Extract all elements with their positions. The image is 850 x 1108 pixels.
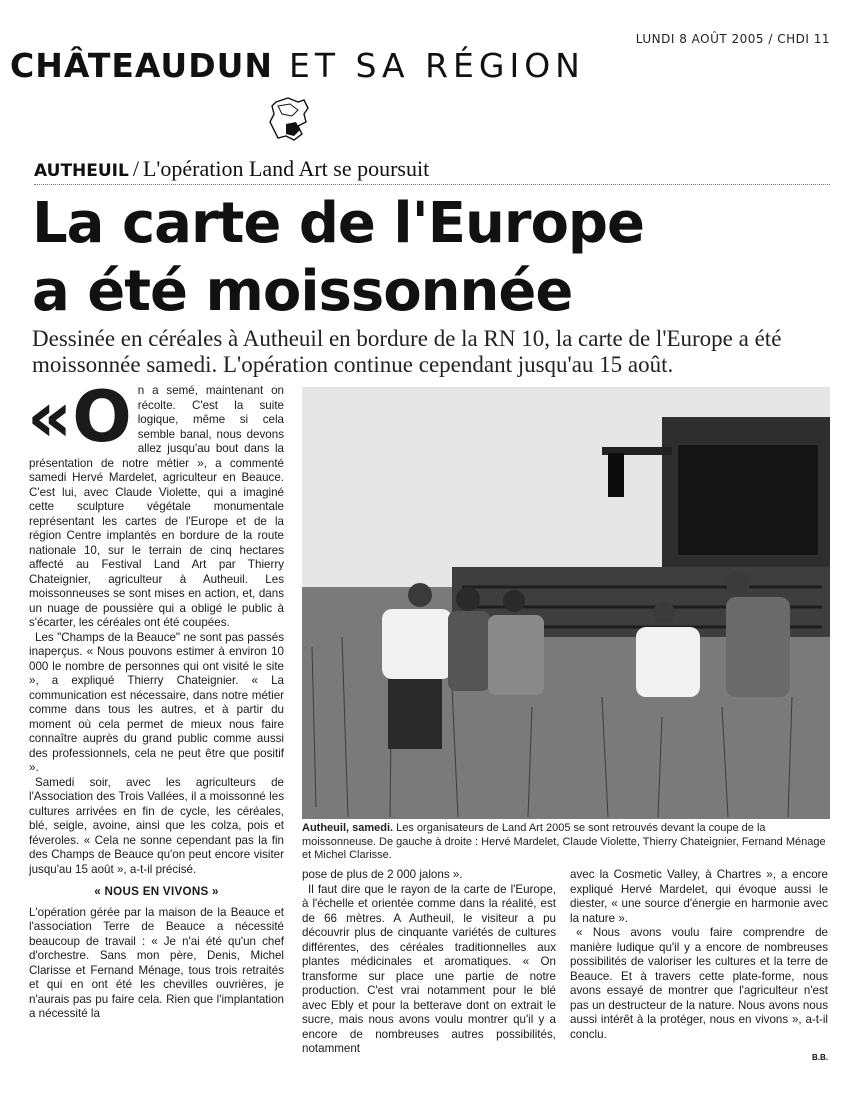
paragraph-6: Il faut dire que le rayon de la carte de l'Europe, à l'échelle et orientée comme dans la réalité, est de 66 mètres. A Autheuil, le visiteur a pu découvrir plus de cinquante variétés de cultures différentes, des céréales traditionnelles aux plantes médicinales et aromatiques. « On transforme sur place une partie de notre production. C'est vrai notamment pour le blé avec Ebly et pour la betterave dont on extrait le sucre, mais nous avons voulu montrer qu'il y a encore de nombreuses autres possibilités, notamment xyxy=(302,882,556,1055)
region-map-icon xyxy=(268,96,312,142)
headline xyxy=(32,190,832,326)
dateline: LUNDI 8 AOÛT 2005 / CHDI 11 xyxy=(635,32,830,46)
kicker-place: AUTHEUIL xyxy=(34,161,129,181)
paragraph-1-text: n a semé, maintenant on récolte. C'est la suite logique, même si cela semble banal, nous devons allez jusqu'au bout dans la présentation de notre métier », a commenté samedi Hervé Mardelet, agriculteur en Beauce. C'est lui, avec Claude Violette, qui a imaginé cette sculpture végétale monumentale représentant les cartes de l'Europe et de la région Centre implantés en bordure de la route nationale 10, sur le terrain de cinq hectares affecté au Festival Land Art par Thierry Chateignier, agriculteur à Autheuil. Les moissonneuses se sont mises en action, et, dans un nuage de poussière qui a obligé le public à s'écarter, les céréales ont été coupées. xyxy=(29,384,284,629)
paragraph-5: pose de plus de 2 000 jalons ». xyxy=(302,868,463,881)
paragraph-4: L'opération gérée par la maison de la Beauce et l'association Terre de Beauce a nécessité beaucoup de travail : « Je n'ai été qu'un chef d'orchestre. Sans mon père, Denis, Michel Clarisse et Fernand Ménage, tous trois retraités et qui en ont été les chevilles ouvrières, je n'aurais pas pu faire cela. Rien que l'implantation a nécessité la xyxy=(29,905,284,1020)
paragraph-8: « Nous avons voulu faire comprendre de manière ludique qu'il y a encore de nombreuses possibilités de valoriser les cultures et la terre de Beauce. Et à travers cette plate-forme, nous avons essayé de montrer que l'agriculteur n'est pas un destructeur de la nature. Nous avons nous aussi intérêt à la protéger, nous en vivons », a-t-il conclu. xyxy=(570,926,828,1041)
headline-line-1: La carte de l'Europe xyxy=(32,191,644,256)
section-region: ET SA RÉGION xyxy=(289,46,585,85)
section-header xyxy=(10,46,630,88)
kicker-separator: / xyxy=(132,156,139,181)
caption-lead: Autheuil, samedi. xyxy=(302,822,394,834)
caption-text: Les organisateurs de Land Art 2005 se sont retrouvés devant la coupe de la moissonneuse. De gauche à droite : Hervé Mardelet, Claude Violette, Thierry Chateignier, Fernand Ménage et Michel Clarisse. xyxy=(302,822,826,861)
standfirst: Dessinée en céréales à Autheuil en bordure de la RN 10, la carte de l'Europe a été moissonnée samedi. L'opération continue cependant jusqu'au 15 août. xyxy=(32,326,782,377)
subheading: « NOUS EN VIVONS » xyxy=(94,885,219,898)
section-city: CHÂTEAUDUN xyxy=(10,46,273,85)
harvest-photo xyxy=(302,387,830,819)
paragraph-3: Samedi soir, avec les agriculteurs de l'Association des Trois Vallées, il a moissonné les cultures arrivées en fin de cycle, les céréales, blé, seigle, avoine, ainsi que les colza, pois et féveroles. « Cela ne sonne cependant pas la fin des Champs de Beauce qu'on peut encore visiter jusqu'au 15 août », a-t-il précisé. xyxy=(29,775,284,876)
byline: B.B. xyxy=(812,1053,828,1062)
paragraph-2: Les "Champs de la Beauce" ne sont pas passés inaperçus. « Nous pouvons estimer à environ 10 000 le nombre de personnes qui ont visité le site », a expliqué Thierry Chateignier. « La communication est nécessaire, dans notre métier comme dans tous les autres, et à partir du moment où cela permet de mieux nous faire connaître auprès du grand public comme aussi des professionnels, cela ne peut être que positif ». xyxy=(29,630,284,774)
headline-line-2: a été moissonnée xyxy=(32,259,573,324)
article-column-2 xyxy=(302,868,556,1057)
paragraph-7: avec la Cosmetic Valley, à Chartres », a encore expliqué Hervé Mardelet, qui évoque aussi le diester, « une source d'énergie en harmonie avec la nature ». xyxy=(570,868,828,925)
dotted-rule xyxy=(34,184,830,185)
photo-caption xyxy=(302,822,830,863)
paragraph-1 xyxy=(27,376,284,631)
article-column-1 xyxy=(27,376,284,1022)
kicker-subtitle: L'opération Land Art se poursuit xyxy=(142,156,430,181)
article-column-3 xyxy=(570,868,828,1042)
article-kicker xyxy=(34,156,594,182)
dropcap: «O xyxy=(27,376,132,458)
